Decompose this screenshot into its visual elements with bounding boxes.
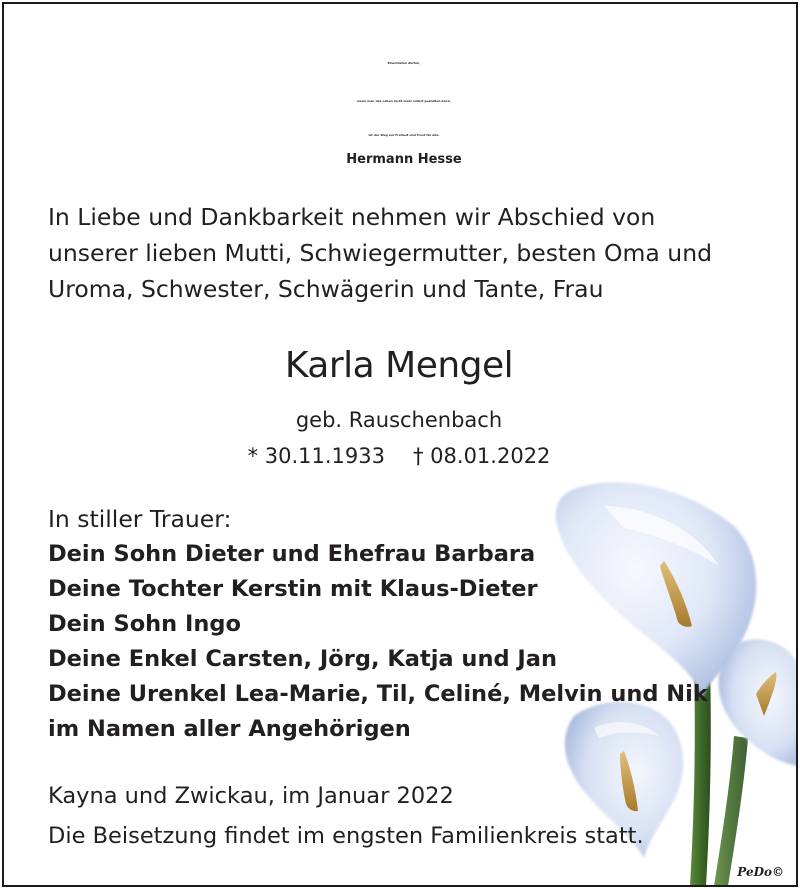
quote-line: wenn man das Leben nicht mehr selbst gestalten kann, [357,99,451,103]
mourner-line: im Namen aller Angehörigen [48,716,411,742]
birth-date: * 30.11.1933 [247,444,385,468]
intro-line: unserer lieben Mutti, Schwiegermutter, besten Oma und [48,239,713,267]
flower-petal [719,639,798,766]
quote-line: ist der Weg zur Freiheit und Trost für alle. [368,133,440,137]
mourners-label: In stiller Trauer: [48,505,232,533]
quote-line: Einschlafen dürfen, [387,61,421,65]
designer-signature: PeDo© [737,865,784,879]
place-date: Kayna und Zwickau, im Januar 2022 [48,783,454,809]
mourner-line: Deine Enkel Carsten, Jörg, Katja und Jan [48,646,557,672]
intro-line: Uroma, Schwester, Schwägerin und Tante, Frau [48,275,604,303]
deceased-name: Karla Mengel [284,345,514,386]
flower-stem [714,736,748,886]
mourner-line: Deine Urenkel Lea-Marie, Til, Celiné, Melvin und Nik [48,681,708,707]
life-dates [4,442,794,470]
mourner-line: Dein Sohn Dieter und Ehefrau Barbara [48,541,536,567]
intro-line: In Liebe und Dankbarkeit nehmen wir Abschied von [48,203,656,231]
mourner-line: Dein Sohn Ingo [48,611,241,637]
burial-note: Die Beisetzung findet im engsten Familienkreis statt. [48,823,644,849]
death-date: † 08.01.2022 [413,444,551,468]
quote-author: Hermann Hesse [346,152,462,167]
mourner-line: Deine Tochter Kerstin mit Klaus-Dieter [48,576,538,602]
obituary-notice [2,2,798,887]
maiden-name: geb. Rauschenbach [295,408,503,432]
